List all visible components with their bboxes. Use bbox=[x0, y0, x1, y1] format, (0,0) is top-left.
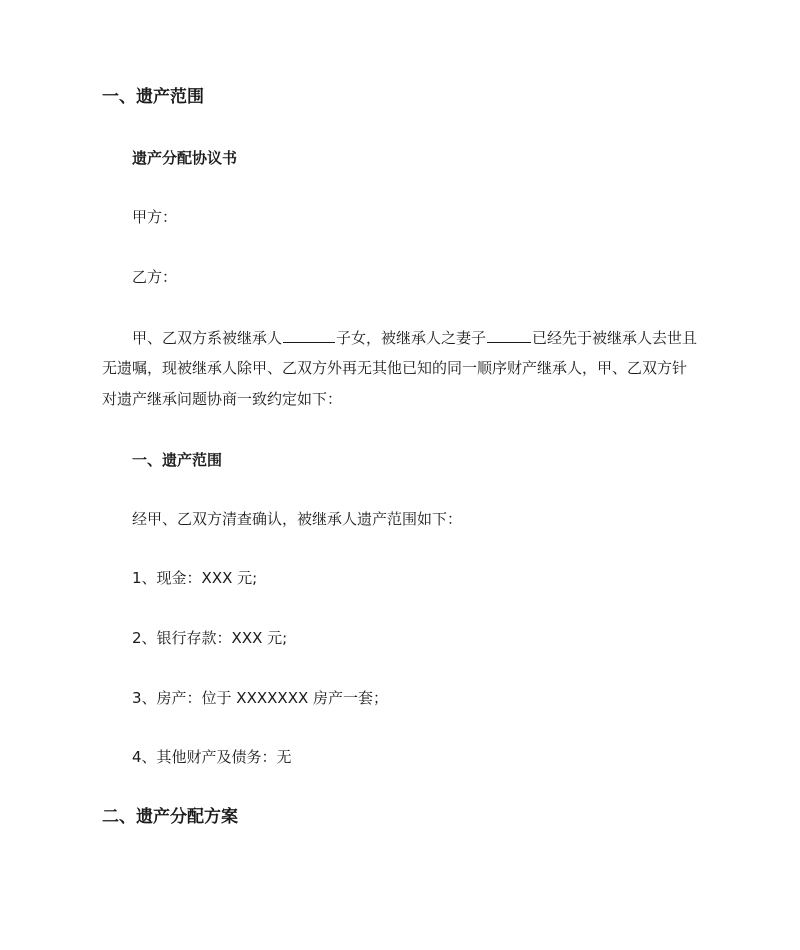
intro-line-3: 对遗产继承问题协商一致约定如下： bbox=[102, 390, 343, 408]
intro-line-2: 无遗嘱，现被继承人除甲、乙双方外再无其他已知的同一顺序财产继承人，甲、乙双方针 bbox=[102, 359, 688, 377]
agreement-title: 遗产分配协议书 bbox=[132, 149, 238, 167]
intro-part-2: 子女，被继承人之妻子 bbox=[336, 329, 487, 347]
list-item-other-assets: 4、其他财产及债务：无 bbox=[132, 748, 292, 766]
list-item-bank-deposit: 2、银行存款：XXX 元; bbox=[132, 629, 288, 647]
party-a-label: 甲方： bbox=[132, 208, 178, 226]
heading-distribution-plan: 二、遗产分配方案 bbox=[102, 807, 238, 827]
list-item-cash: 1、现金：XXX 元; bbox=[132, 569, 258, 587]
heading-estate-scope: 一、遗产范围 bbox=[102, 87, 204, 107]
section-1-intro: 经甲、乙双方清查确认，被继承人遗产范围如下： bbox=[132, 510, 463, 528]
intro-part-1: 甲、乙双方系被继承人 bbox=[132, 329, 283, 347]
list-item-property: 3、房产：位于 XXXXXXX 房产一套； bbox=[132, 689, 389, 707]
blank-deceased-name bbox=[283, 326, 335, 343]
intro-line-1 bbox=[132, 326, 697, 349]
intro-part-3: 已经先于被继承人去世且 bbox=[532, 329, 698, 347]
blank-spouse-name bbox=[487, 326, 531, 343]
party-b-label: 乙方： bbox=[132, 268, 178, 286]
section-1-title: 一、遗产范围 bbox=[132, 451, 223, 469]
